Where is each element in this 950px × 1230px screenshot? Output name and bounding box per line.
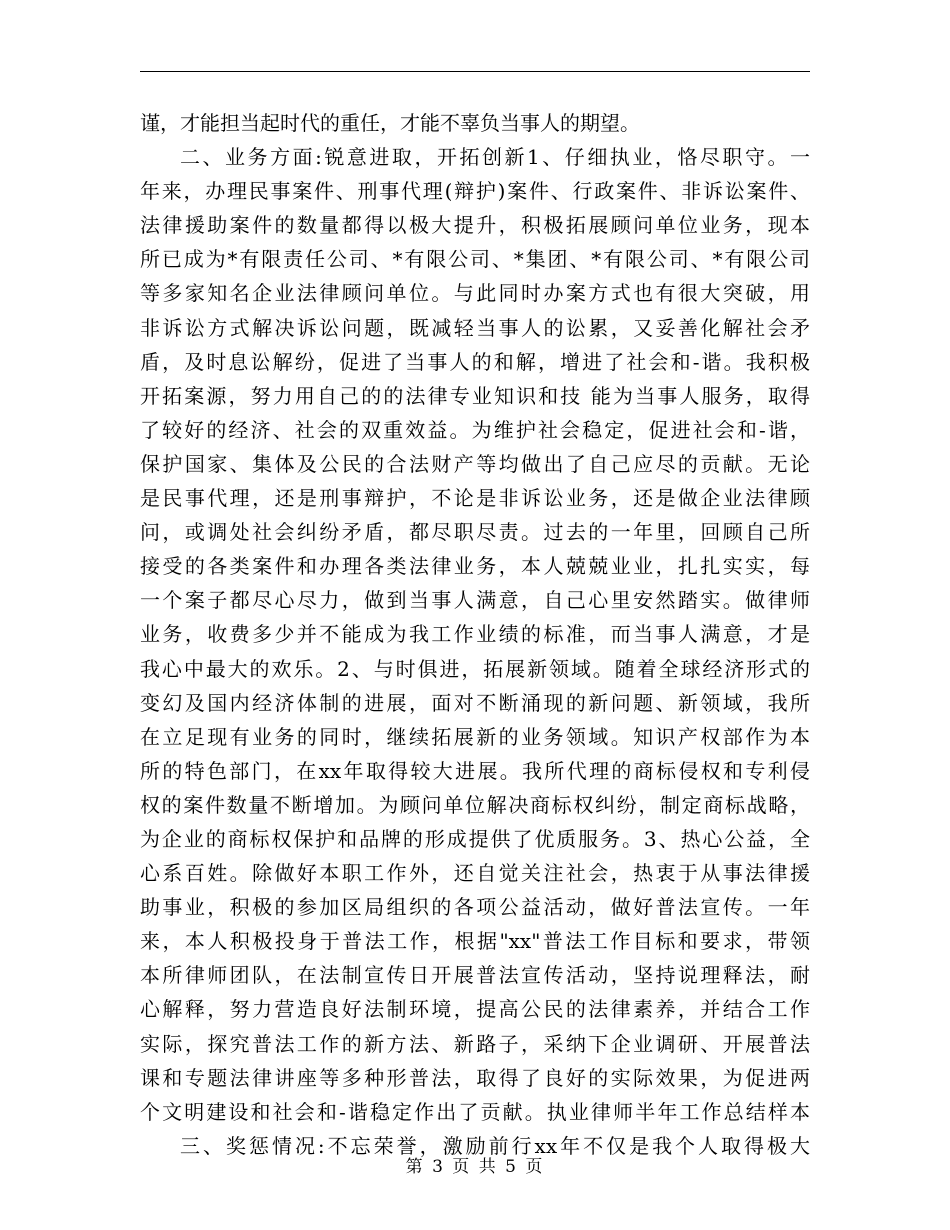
text-line: 心系百姓。除做好本职工作外，还自觉关注社会，热衷于从事法律援	[140, 861, 810, 886]
text-line: 实际，探究普法工作的新方法、新路子，采纳下企业调研、开展普法	[140, 1031, 810, 1056]
text-line: 心解释，努力营造良好法制环境，提高公民的法律素养，并结合工作	[140, 997, 810, 1022]
text-line: 盾，及时息讼解纷，促进了当事人的和解，增进了社会和-谐。我积极	[140, 349, 810, 374]
text-line: 变幻及国内经济体制的进展，面对不断涌现的新问题、新领域，我所	[140, 690, 810, 715]
text-line: 问，或调处社会纠纷矛盾，都尽职尽责。过去的一年里，回顾自己所	[140, 520, 810, 545]
text-line: 来，本人积极投身于普法工作，根据"xx"普法工作目标和要求，带领	[140, 929, 810, 954]
text-line: 所的特色部门，在xx年取得较大进展。我所代理的商标侵权和专利侵	[140, 758, 810, 783]
text-line: 谨，才能担当起时代的重任，才能不辜负当事人的期望。	[140, 111, 640, 135]
text-line: 所已成为*有限责任公司、*有限公司、*集团、*有限公司、*有限公司	[140, 247, 810, 272]
text-line: 法律援助案件的数量都得以极大提升，积极拓展顾问单位业务，现本	[140, 213, 810, 238]
text-line: 开拓案源，努力用自己的的法律专业知识和技 能为当事人服务，取得	[140, 383, 810, 408]
text-line: 非诉讼方式解决诉讼问题，既减轻当事人的讼累，又妥善化解社会矛	[140, 315, 810, 340]
page-number-footer: 第 3 页 共 5 页	[405, 1157, 545, 1177]
text-line: 助事业，积极的参加区局组织的各项公益活动，做好普法宣传。一年	[140, 895, 810, 920]
text-line: 三、奖惩情况:不忘荣誉，激励前行xx年不仅是我个人取得极大	[180, 1133, 810, 1158]
text-line: 业务，收费多少并不能成为我工作业绩的标准，而当事人满意，才是	[140, 622, 810, 647]
text-line: 本所律师团队，在法制宣传日开展普法宣传活动，坚持说理释法，耐	[140, 963, 810, 988]
text-line: 我心中最大的欢乐。2、与时俱进，拓展新领域。随着全球经济形式的	[140, 656, 810, 681]
text-line: 课和专题法律讲座等多种形普法，取得了良好的实际效果，为促进两	[140, 1065, 810, 1090]
text-line: 二、业务方面:锐意进取，开拓创新1、仔细执业，恪尽职守。一	[180, 145, 810, 170]
text-line: 保护国家、集体及公民的合法财产等均做出了自己应尽的贡献。无论	[140, 451, 810, 476]
text-line: 是民事代理，还是刑事辩护，不论是非诉讼业务，还是做企业法律顾	[140, 486, 810, 511]
text-line: 一个案子都尽心尽力，做到当事人满意，自己心里安然踏实。做律师	[140, 588, 810, 613]
text-line: 在立足现有业务的同时，继续拓展新的业务领域。知识产权部作为本	[140, 724, 810, 749]
text-line: 年来，办理民事案件、刑事代理(辩护)案件、行政案件、非诉讼案件、	[140, 179, 810, 204]
text-line: 为企业的商标权保护和品牌的形成提供了优质服务。3、热心公益，全	[140, 826, 810, 851]
header-rule	[140, 71, 810, 72]
text-line: 等多家知名企业法律顾问单位。与此同时办案方式也有很大突破，用	[140, 281, 810, 306]
body-text	[140, 106, 810, 1163]
text-line: 权的案件数量不断增加。为顾问单位解决商标权纠纷，制定商标战略，	[140, 792, 810, 817]
text-line: 接受的各类案件和办理各类法律业务，本人兢兢业业，扎扎实实，每	[140, 554, 810, 579]
text-line: 了较好的经济、社会的双重效益。为维护社会稳定，促进社会和-谐，	[140, 417, 810, 442]
text-line: 个文明建设和社会和-谐稳定作出了贡献。执业律师半年工作总结样本	[140, 1099, 810, 1124]
